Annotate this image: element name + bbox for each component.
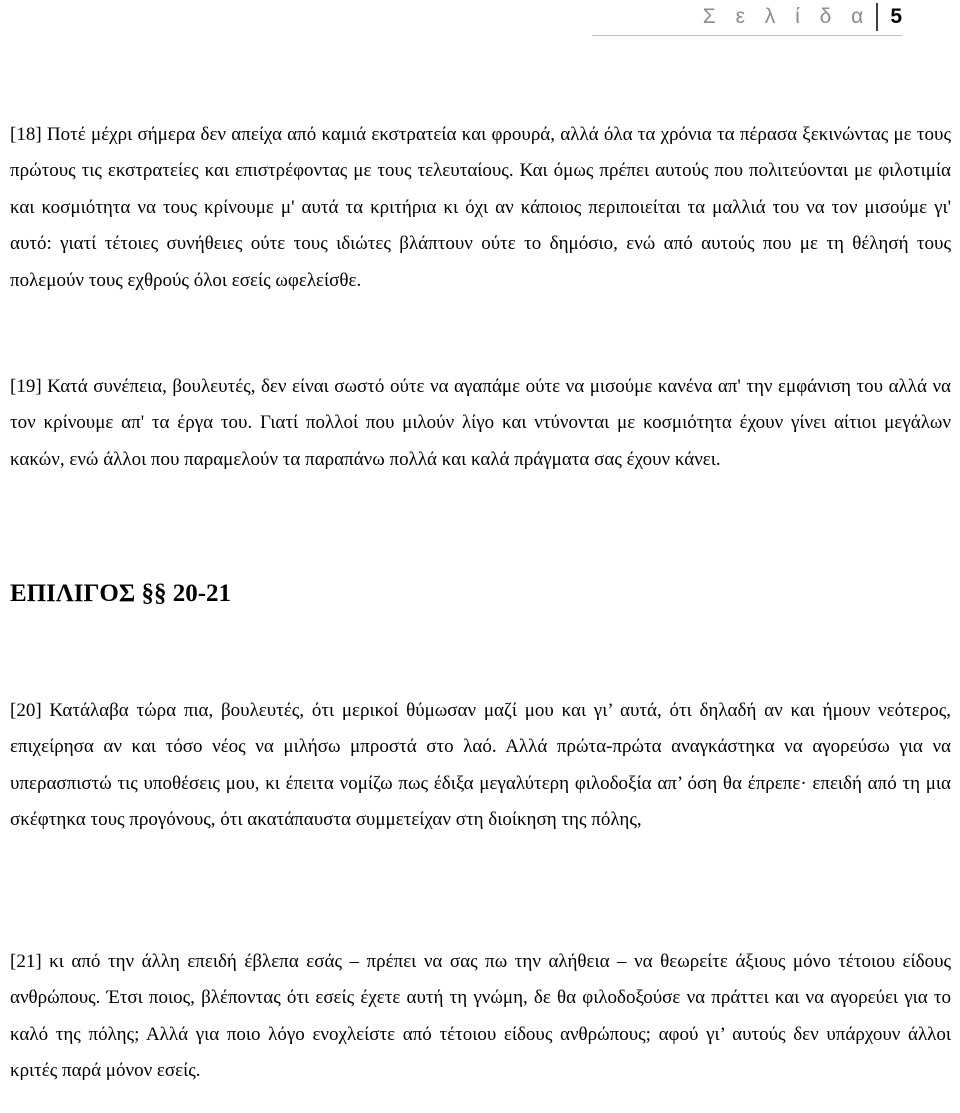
paragraph-21: [21] κι από την άλλη επειδή έβλεπα εσάς – πρέπει να σας πω την αλήθεια – να θεωρείτε άξιους μόνο τέτοιου είδους ανθρώπους. Έτσι ποιος, βλέποντας ότι εσείς έχετε αυτή τη γνώμη, δε θα φιλοδοξούσε να πράττει και να αγορεύει για το καλό της πόλης; Αλλά για ποιο λόγο ενοχλείστε από τέτοιου είδους ανθρώπους; αφού γι’ αυτούς δεν υπάρχουν άλλοι κριτές παρά μόνον εσείς. bbox=[10, 951, 951, 1082]
page-label: Σ ε λ ί δ α bbox=[702, 5, 871, 28]
page-number: 5 bbox=[890, 5, 902, 28]
page-header bbox=[703, 0, 902, 34]
paragraph-19: [19] Κατά συνέπεια, βουλευτές, δεν είναι σωστό ούτε να αγαπάμε ούτε να μισούμε κανένα απ' την εμφάνιση του αλλά να τον κρίνουμε απ' τα έργα του. Γιατί πολλοί που μιλούν λίγο και ντύνονται με κοσμιότητα έχουν γίνει αίτιοι μεγάλων κακών, ενώ άλλοι που παραμελούν τα παραπάνω πολλά και καλά πράγματα σας έχουν κάνει. bbox=[10, 376, 951, 470]
paragraph-20: [20] Κατάλαβα τώρα πια, βουλευτές, ότι μερικοί θύμωσαν μαζί μου και γι’ αυτά, ότι δηλαδή αν και ήμουν νεότερος, επιχείρησα αν και τόσο νέος να μιλήσω μπροστά στο λαό. Αλλά πρώτα-πρώτα αναγκάστηκα να αγορεύσω για να υπερασπιστώ τις υποθέσεις μου, κι έπειτα νομίζω πως έδιξα μεγαλύτερη φιλοδοξία απ’ όση θα έπρεπε· επειδή από τη μια σκέφτηκα τους προγόνους, ότι ακατάπαυστα συμμετείχαν στη διοίκηση της πόλης, bbox=[10, 700, 951, 831]
paragraph-18: [18] Ποτέ μέχρι σήμερα δεν απείχα από καμιά εκστρατεία και φρουρά, αλλά όλα τα χρόνια τα πέρασα ξεκινώντας με τους πρώτους τις εκστρατείες και επιστρέφοντας με τους τελευταίους. Και όμως πρέπει αυτούς που πολιτεύονται με φιλοτιμία και κοσμιότητα να τους κρίνουμε μ' αυτά τα κριτήρια κι όχι αν κάποιος περιποιείται τα μαλλιά του να τον μισούμε γι' αυτό: γιατί τέτοιες συνήθειες ούτε τους ιδιώτες βλάπτουν ούτε το δημόσιο, ενώ από αυτούς που με τη θέλησή τους πολεμούν τους εχθρούς όλοι εσείς ωφελείσθε. bbox=[10, 124, 951, 291]
header-rule bbox=[592, 35, 902, 36]
section-heading: ΕΠΙΛΙΓΟΣ §§ 20-21 bbox=[10, 580, 232, 607]
header-separator bbox=[876, 3, 878, 31]
